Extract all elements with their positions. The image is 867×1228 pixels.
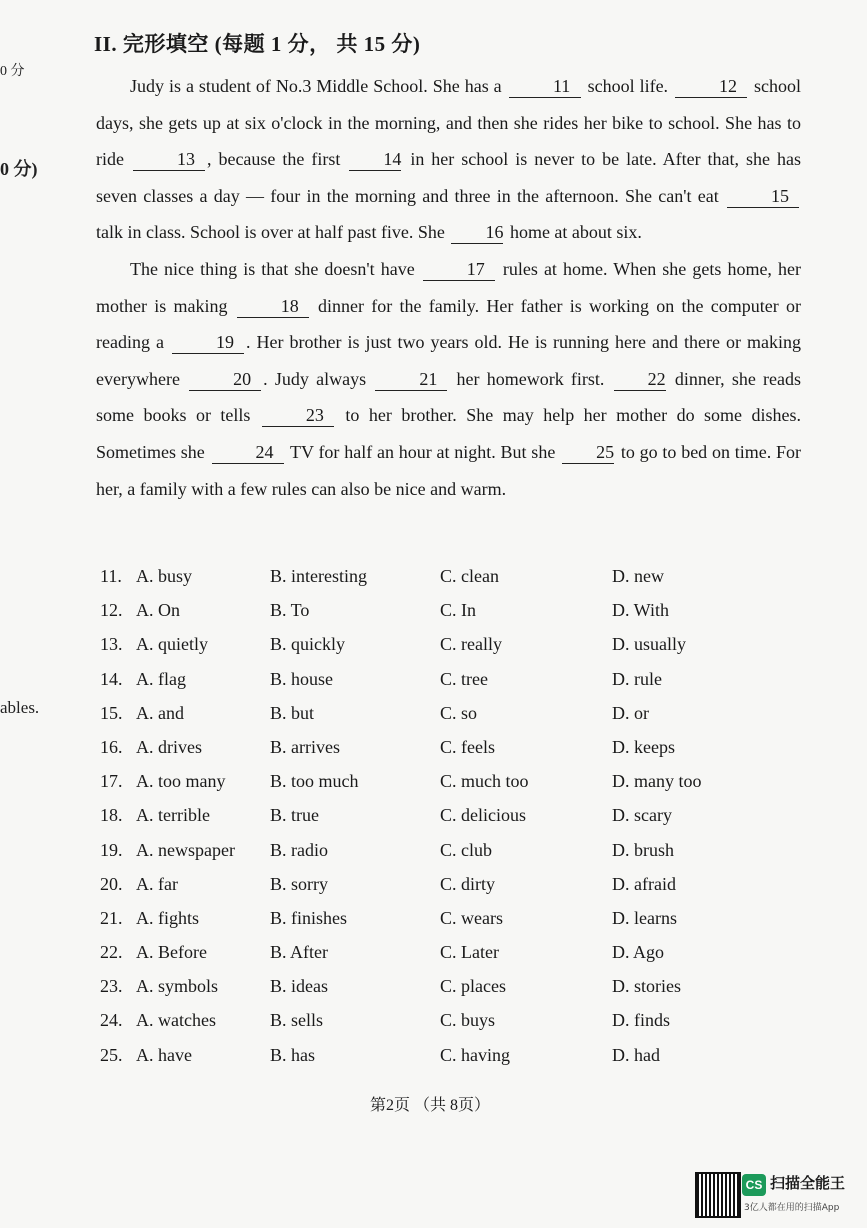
option-c: C. having (440, 1044, 510, 1065)
passage-text: her homework first. (456, 368, 605, 389)
option-b: B. To (270, 600, 310, 621)
passage-paragraph-2 (96, 251, 801, 507)
question-number: 24. (100, 1010, 123, 1031)
option-c: C. wears (440, 907, 503, 928)
option-a: A. drives (136, 736, 202, 757)
question-number: 18. (100, 805, 123, 826)
passage-text: TV for half an hour at night. But she (290, 441, 556, 462)
option-d: D. Ago (612, 942, 665, 963)
option-d: D. learns (612, 907, 677, 928)
option-a: A. flag (136, 668, 186, 689)
passage-text: home at about six. (509, 222, 642, 243)
option-b: B. but (270, 702, 315, 723)
option-row-13 (100, 634, 800, 668)
question-number: 20. (100, 873, 123, 894)
option-d: D. With (612, 600, 669, 621)
option-a: A. On (136, 600, 180, 621)
blank-12: 12 (675, 75, 747, 98)
option-c: C. Later (440, 942, 499, 963)
option-c: C. tree (440, 668, 488, 689)
camscanner-tagline: 3亿人都在用的扫描App (744, 1203, 840, 1213)
qr-code-icon (695, 1172, 741, 1218)
passage-text: , because the first (206, 149, 341, 170)
question-number: 17. (100, 771, 123, 792)
question-number: 13. (100, 634, 123, 655)
question-number: 16. (100, 736, 123, 757)
option-d: D. brush (612, 839, 674, 860)
option-d: D. new (612, 566, 664, 586)
blank-14: 14 (349, 148, 401, 171)
passage-text: to her brother. She may help her mother do some dishes. Sometimes she (96, 405, 802, 462)
option-a: A. symbols (136, 976, 219, 997)
option-a: A. watches (136, 1010, 216, 1031)
blank-22: 22 (614, 368, 666, 391)
blank-23: 23 (262, 404, 334, 427)
question-number: 23. (100, 976, 123, 997)
passage-text: talk in class. School is over at half past five. She (96, 222, 445, 243)
margin-fragment-score: 0 分 (0, 64, 25, 79)
passage-text: dinner for the family. Her father is working on the computer or reading a (96, 295, 802, 353)
question-number: 11. (100, 566, 122, 586)
question-number: 21. (100, 907, 123, 928)
option-d: D. finds (612, 1010, 670, 1031)
margin-fragment-score-2: 0 分) (0, 159, 38, 179)
option-b: B. ideas (270, 976, 328, 997)
option-c: C. places (440, 976, 506, 997)
option-b: B. sells (270, 1010, 324, 1031)
option-row-16 (100, 737, 800, 771)
option-b: B. radio (270, 839, 328, 860)
option-a: A. fights (136, 907, 199, 928)
option-a: A. terrible (136, 805, 210, 826)
question-number: 15. (100, 702, 123, 723)
blank-20: 20 (189, 368, 261, 391)
option-row-11 (100, 566, 800, 600)
blank-16: 16 (451, 221, 503, 244)
question-number: 19. (100, 839, 123, 860)
option-d: D. many too (612, 771, 702, 792)
option-d: D. or (612, 702, 649, 723)
option-row-19 (100, 840, 800, 874)
passage-text: rules at home. When she gets home, her mother is making (96, 258, 801, 316)
passage-text: . Her brother is just two years old. He is running here and there or making everywhere (96, 332, 802, 389)
answer-options-list (100, 566, 800, 1079)
option-row-22 (100, 942, 800, 976)
option-c: C. clean (440, 566, 499, 586)
camscanner-name: 扫描全能王 (770, 1174, 846, 1192)
option-c: C. buys (440, 1010, 496, 1031)
option-b: B. finishes (270, 907, 348, 928)
passage-text: dinner, she reads some books or tells (96, 368, 802, 426)
margin-fragment-text: ables. (0, 698, 40, 717)
option-d: D. stories (612, 976, 681, 997)
option-a: A. Before (136, 942, 207, 963)
option-row-17 (100, 771, 800, 805)
option-a: A. newspaper (136, 839, 235, 860)
blank-17: 17 (423, 258, 495, 281)
option-a: A. quietly (136, 634, 208, 655)
option-d: D. afraid (612, 873, 676, 894)
option-a: A. too many (136, 771, 226, 792)
option-a: A. and (136, 702, 184, 723)
blank-13: 13 (133, 148, 205, 171)
question-number: 12. (100, 600, 123, 621)
option-d: D. scary (612, 805, 672, 826)
option-a: A. have (136, 1044, 192, 1065)
option-c: C. dirty (440, 873, 496, 894)
section-title: II. 完形填空 (每题 1 分， 共 15 分) (94, 32, 421, 56)
option-d: D. keeps (612, 736, 675, 757)
option-b: B. house (270, 668, 333, 689)
blank-18: 18 (237, 295, 309, 318)
option-b: B. true (270, 805, 319, 826)
blank-25: 25 (562, 441, 614, 464)
passage-text: . Judy always (263, 368, 367, 389)
camscanner-logo-icon: CS (742, 1174, 766, 1196)
option-b: B. arrives (270, 736, 340, 757)
option-row-20 (100, 874, 800, 908)
option-row-12 (100, 600, 800, 634)
option-d: D. usually (612, 634, 686, 655)
option-d: D. rule (612, 668, 662, 689)
option-a: A. busy (136, 566, 193, 586)
option-c: C. really (440, 634, 502, 655)
blank-21: 21 (375, 368, 447, 391)
blank-11: 11 (509, 75, 581, 98)
option-b: B. has (270, 1044, 315, 1065)
option-d: D. had (612, 1044, 660, 1065)
blank-24: 24 (212, 441, 284, 464)
question-number: 22. (100, 942, 123, 963)
option-b: B. interesting (270, 566, 367, 586)
option-c: C. so (440, 702, 478, 723)
option-b: B. After (270, 942, 328, 963)
option-row-15 (100, 703, 800, 737)
option-row-14 (100, 669, 800, 703)
passage-text: to go to bed on time. For her, a family with a few rules can also be nice and warm. (96, 441, 802, 499)
option-c: C. feels (440, 736, 495, 757)
page-number-footer: 第2页 （共 8页） (370, 1097, 491, 1114)
blank-15: 15 (727, 185, 799, 208)
option-b: B. sorry (270, 873, 328, 894)
option-c: C. club (440, 839, 492, 860)
option-row-21 (100, 908, 800, 942)
cloze-passage (96, 68, 801, 507)
option-row-25 (100, 1045, 800, 1079)
option-b: B. quickly (270, 634, 345, 655)
passage-paragraph-1 (96, 68, 801, 251)
option-c: C. delicious (440, 805, 526, 826)
option-row-18 (100, 805, 800, 839)
blank-19: 19 (172, 331, 244, 354)
option-row-23 (100, 976, 800, 1010)
option-c: C. much too (440, 771, 529, 792)
option-c: C. In (440, 600, 476, 621)
passage-text: in her school is never to be late. After that, she has seven classes a day — four in the morning and three in the afternoon. She can't eat (96, 149, 801, 206)
option-b: B. too much (270, 771, 359, 792)
passage-text: school life. (587, 76, 669, 96)
passage-text: The nice thing is that she doesn't have (130, 258, 415, 279)
option-a: A. far (136, 873, 178, 894)
question-number: 25. (100, 1044, 123, 1065)
question-number: 14. (100, 668, 123, 689)
passage-text: school days, she gets up at six o'clock in the morning, and then she rides her bike to school. She has to ride (96, 76, 801, 170)
option-row-24 (100, 1010, 800, 1044)
passage-text: Judy is a student of No.3 Middle School. She has a (130, 76, 502, 96)
